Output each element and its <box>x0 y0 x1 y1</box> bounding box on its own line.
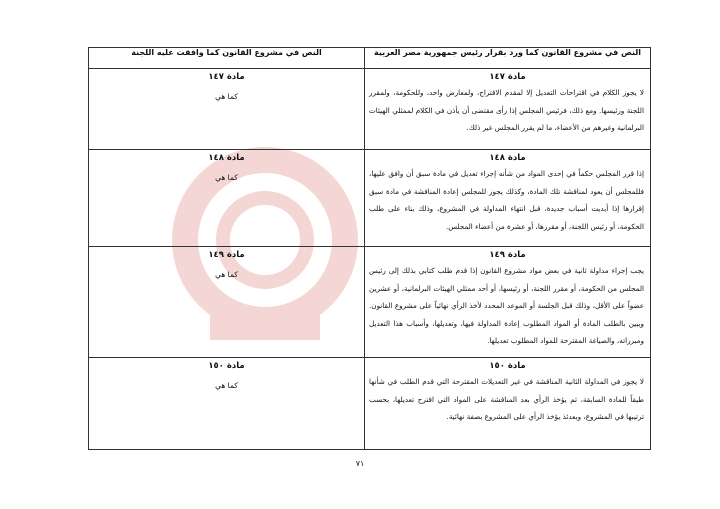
committee-text-cell <box>89 150 365 247</box>
committee-text: كما هي <box>215 381 238 390</box>
original-text-cell <box>365 150 651 247</box>
article-title: مادة ١٤٩ <box>208 250 245 260</box>
article-text: لا يجوز في المداولة الثانية المناقشة في غير التعديلات المقترحة التي قدم الطلب في شأنها طبقاً للمادة السابقة، ثم يؤخذ الرأي بعد المناقشة على المواد التي اقترح تعديلها، بحسب ترتيبها في المشروع، وبعدئذ يؤخذ الرأي على المشروع بصفة نهائية. <box>369 377 644 421</box>
table-row <box>89 150 651 247</box>
article-title: مادة ١٤٨ <box>489 153 526 163</box>
article-text: يجب إجراء مداولة ثانية في بعض مواد مشروع القانون إذا قدم طلب كتابي بذلك إلى رئيس المجلس من الحكومة، أو مقرر اللجنة، أو رئيسها، أو أحد ممثلي الهيئات البرلمانية، أو عشرين عضواً على الأقل، وذلك قبل الجلسة أو الموعد المحدد لأخذ الرأي نهائياً على مشروع القانون. ويبين بالطلب المادة أو المواد المطلوب إعادة المداولة فيها، وتعديلها، وأسباب هذا التعديل ومبرراته، والصياغة المقترحة للمواد المطلوب تعديلها. <box>369 266 644 345</box>
committee-text: كما هي <box>215 270 238 279</box>
original-text-cell <box>365 358 651 450</box>
article-title: مادة ١٥٠ <box>208 361 245 371</box>
article-title: مادة ١٤٧ <box>208 72 245 82</box>
table-row <box>89 69 651 150</box>
table-row <box>89 247 651 358</box>
article-text: إذا قرر المجلس حكماً في إحدى المواد من شأنه إجراء تعديل في مادة سبق أن وافق عليها، فللمجلس أن يعود لمناقشة تلك المادة، وكذلك يجوز للمجلس إعادة المناقشة في مادة سبق إقرارها إذا أبديت أسباب جديدة، قبل انتهاء المداولة في المشروع، وذلك بناء على طلب الحكومة، أو رئيس اللجنة، أو مقررها، أو عشرة من أعضاء المجلس. <box>369 169 644 231</box>
article-text: لا يجوز الكلام في اقتراحات التعديل إلا لمقدم الاقتراح، ولمعارض واحد، وللحكومة، ولمقرر اللجنة ورئيسها. ومع ذلك، فرئيس المجلس إذا رأى مقتضى أن يأذن في الكلام لممثلي الهيئات البرلمانية وغيرهم من الأعضاء، ما لم يقرر المجلس غير ذلك. <box>369 88 644 132</box>
committee-text: كما هي <box>215 173 238 182</box>
article-title: مادة ١٥٠ <box>489 361 526 371</box>
comparison-table <box>88 47 651 450</box>
committee-text: كما هي <box>215 92 238 101</box>
original-text-cell <box>365 69 651 150</box>
table-row <box>89 358 651 450</box>
committee-text-cell <box>89 69 365 150</box>
article-title: مادة ١٤٧ <box>489 72 526 82</box>
article-title: مادة ١٤٩ <box>489 250 526 260</box>
page-number: ٧١ <box>355 459 365 468</box>
column-header-committee: النص في مشروع القانون كما وافقت عليه اللجنة <box>89 48 365 69</box>
article-title: مادة ١٤٨ <box>208 153 245 163</box>
committee-text-cell <box>89 358 365 450</box>
original-text-cell <box>365 247 651 358</box>
column-header-original: النص في مشروع القانون كما ورد بقرار رئيس جمهورية مصر العربية <box>365 48 651 69</box>
committee-text-cell <box>89 247 365 358</box>
